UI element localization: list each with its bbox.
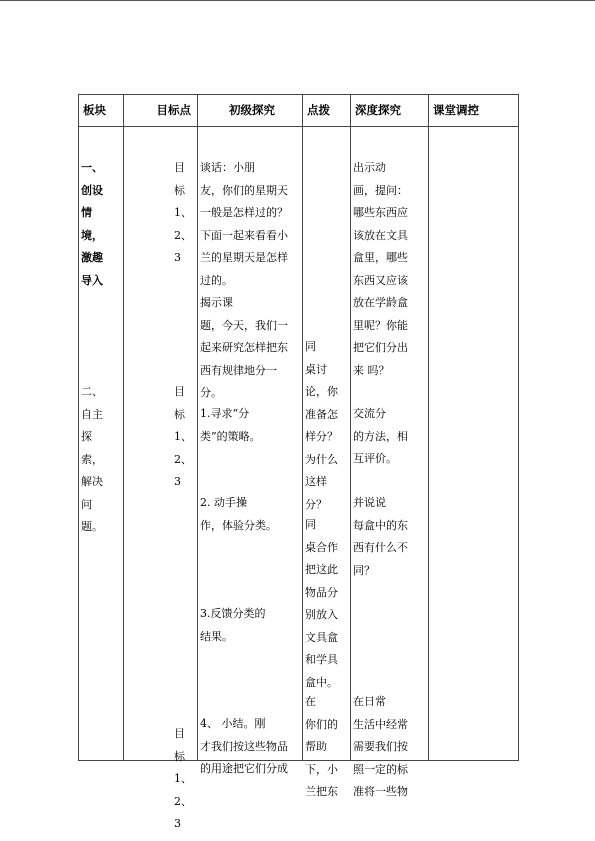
guidance-cell xyxy=(303,127,351,798)
header-basic-inquiry: 初级探究 xyxy=(198,95,303,127)
basic-para-5: 3.反馈分类的 结果。 xyxy=(200,607,266,643)
goal-2: 目标 1、2、3 xyxy=(174,385,192,488)
basic-para-3: 1.寻求“分 类”的策略。 xyxy=(200,407,261,443)
header-block: 板块 xyxy=(79,95,124,127)
deep-para-4: 在日常 生活中经常 需要我们按 照一定的标 准将一些物 xyxy=(353,695,408,798)
guidance-para-2: 同 桌合作 把这此 物品分 别放入 文具盒 和学具 盒中。 xyxy=(305,518,338,689)
basic-para-1: 谈话：小朋 友，你们的星期天 一般是怎样过的？ 下面一起来看看小 兰的星期天是怎样 过的。 xyxy=(200,161,288,287)
deep-para-3: 并说说 每盒中的东 西有什么不 同？ xyxy=(353,496,408,577)
deep-inquiry-cell xyxy=(351,127,429,798)
target-cell xyxy=(124,127,198,830)
lesson-plan-table xyxy=(78,94,519,830)
page-top-border xyxy=(0,0,595,1)
deep-para-1: 出示动 画，提问： 哪些东西应 该放在文具 盒里，哪些 东西又应该 放在学龄盒 里呢？你能 把它们分出 来 吗？ xyxy=(353,161,408,377)
body-row xyxy=(79,127,519,761)
goal-3: 目标 1、2、3 xyxy=(174,727,192,830)
guidance-para-1: 同 桌讨 论，你 准备怎 样分？ 为什么 这样 分？ xyxy=(305,340,338,511)
goal-1: 目标 1、2、3 xyxy=(174,161,192,264)
class-control-cell xyxy=(429,127,519,761)
header-class-control: 课堂调控 xyxy=(429,95,519,127)
header-target: 目标点 xyxy=(124,95,198,127)
guidance-para-3: 在 你们的 帮助 下，小 兰把东 xyxy=(305,695,338,798)
basic-para-6: 4、 小结。刚 才我们按这些物品 的用途把它们分成 xyxy=(200,717,288,775)
basic-inquiry-cell xyxy=(198,127,303,775)
section1-title: 一、 创设 情 境， 激趣 导入 xyxy=(81,161,103,287)
header-deep-inquiry: 深度探究 xyxy=(351,95,429,127)
header-guidance: 点拨 xyxy=(303,95,351,127)
deep-para-2: 交流分 的方法，相 互评价。 xyxy=(353,407,408,465)
section2-title: 二、 自主 探 索， 解决 问 题。 xyxy=(81,385,103,533)
header-row xyxy=(79,95,519,127)
basic-para-4: 2. 动手操 作，体验分类。 xyxy=(200,496,277,532)
basic-para-2: 揭示课 题，今天，我们一 起来研究怎样把东 西有规律地分一 分。 xyxy=(200,296,288,399)
block-cell xyxy=(79,127,124,761)
